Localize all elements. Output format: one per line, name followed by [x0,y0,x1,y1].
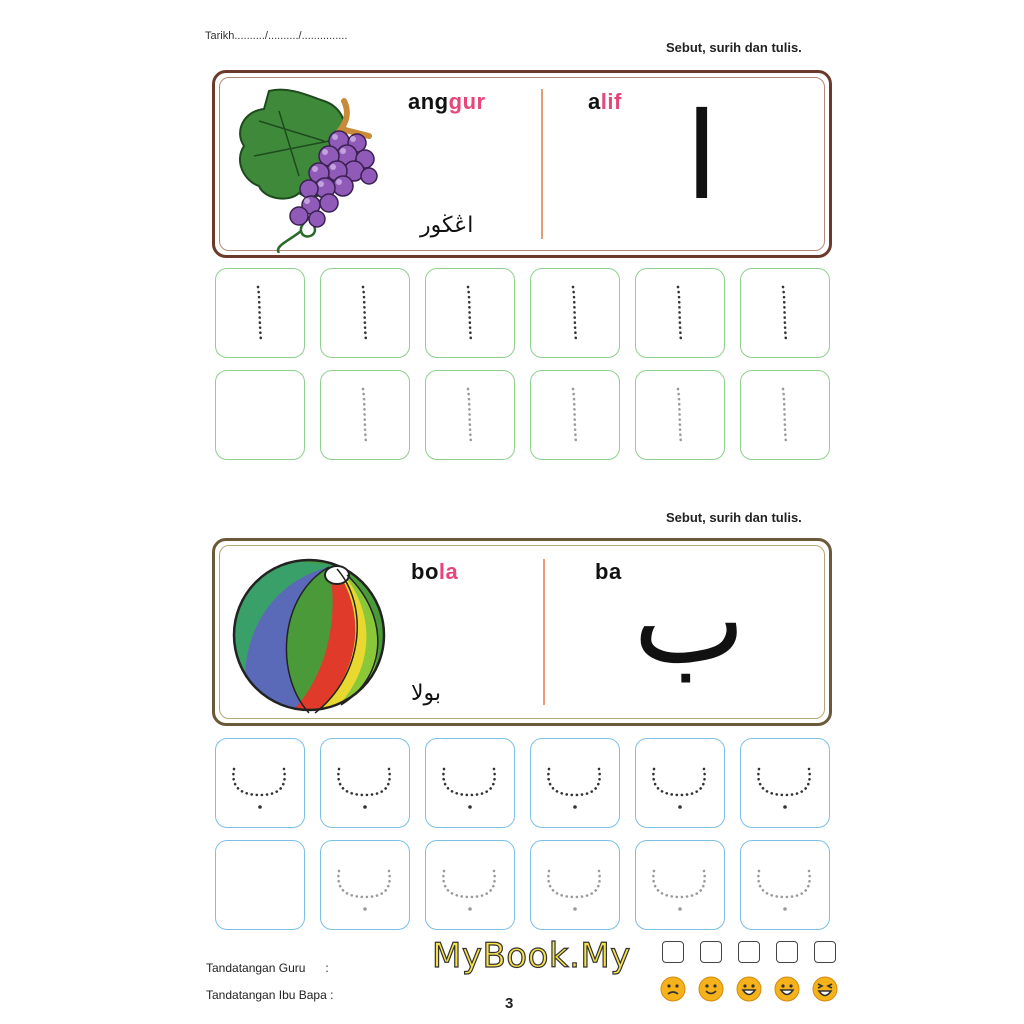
tracing-box[interactable] [425,738,515,828]
tracing-box[interactable] [215,840,305,930]
ba-trace-icon [531,739,619,827]
ba-trace-icon [321,739,409,827]
teacher-signature-label: Tandatangan Guru : [206,961,329,975]
alif-trace-icon [321,269,409,357]
word-latin: anggur [408,89,486,114]
alif-trace-icon [636,371,724,459]
alif-trace-icon [531,371,619,459]
tracing-box[interactable] [215,738,305,828]
word-latin: bola [411,559,459,584]
tracing-box[interactable] [215,268,305,358]
tracing-box[interactable] [320,738,410,828]
tracing-box[interactable] [425,370,515,460]
ba-trace-icon [741,739,829,827]
tracing-box[interactable] [530,840,620,930]
tracing-box[interactable] [425,840,515,930]
rating-checkbox[interactable] [738,941,760,963]
rating-checkbox[interactable] [662,941,684,963]
tracing-box[interactable] [215,370,305,460]
letter-name: ba [595,559,622,584]
alif-trace-icon [321,371,409,459]
arabic-letter-ba: ب [633,552,746,691]
rating-checkbox[interactable] [700,941,722,963]
tracing-box[interactable] [740,840,830,930]
ba-trace-icon [426,739,514,827]
word-jawi: بولا [411,681,442,706]
alif-trace-icon [216,269,304,357]
instruction-2: Sebut, surih dan tulis. [666,510,802,525]
alif-trace-icon [741,269,829,357]
tracing-box[interactable] [530,738,620,828]
smile-face-icon [698,976,724,1002]
ba-trace-icon [531,841,619,929]
tracing-box[interactable] [740,738,830,828]
ba-trace-icon [321,841,409,929]
alif-trace-icon [426,269,514,357]
ba-trace-icon [741,841,829,929]
word-jawi: اڠڬور [420,213,474,238]
rating-checkbox[interactable] [776,941,798,963]
watermark-logo: MyBook.My [432,936,631,976]
ba-trace-icon [636,841,724,929]
rating-checkbox[interactable] [814,941,836,963]
tracing-box[interactable] [320,268,410,358]
ba-trace-icon [426,841,514,929]
ba-trace-icon [636,739,724,827]
letter-card-ba [212,538,832,726]
tracing-box[interactable] [320,840,410,930]
ba-trace-icon [216,739,304,827]
tracing-box[interactable] [530,268,620,358]
tracing-box[interactable] [635,370,725,460]
parent-signature-label: Tandatangan Ibu Bapa : [206,988,334,1002]
tracing-box[interactable] [530,370,620,460]
happy-face-icon [736,976,762,1002]
tracing-box[interactable] [635,738,725,828]
card-divider [543,559,545,705]
tracing-box[interactable] [425,268,515,358]
card-divider [541,89,543,239]
tracing-box[interactable] [740,370,830,460]
beach-ball-icon [229,555,389,715]
sad-face-icon [660,976,686,1002]
laugh-face-icon [812,976,838,1002]
alif-trace-icon [531,269,619,357]
letter-name: alif [588,89,622,114]
tracing-box[interactable] [740,268,830,358]
alif-trace-icon [741,371,829,459]
grapes-icon [229,81,399,253]
alif-trace-icon [636,269,724,357]
page-number: 3 [505,995,514,1012]
date-label: Tarikh........../........../............... [205,30,348,42]
grin-face-icon [774,976,800,1002]
tracing-box[interactable] [635,268,725,358]
letter-card-alif [212,70,832,258]
instruction-1: Sebut, surih dan tulis. [666,40,802,55]
tracing-box[interactable] [635,840,725,930]
arabic-letter-alif: ا [685,88,719,227]
alif-trace-icon [426,371,514,459]
tracing-box[interactable] [320,370,410,460]
